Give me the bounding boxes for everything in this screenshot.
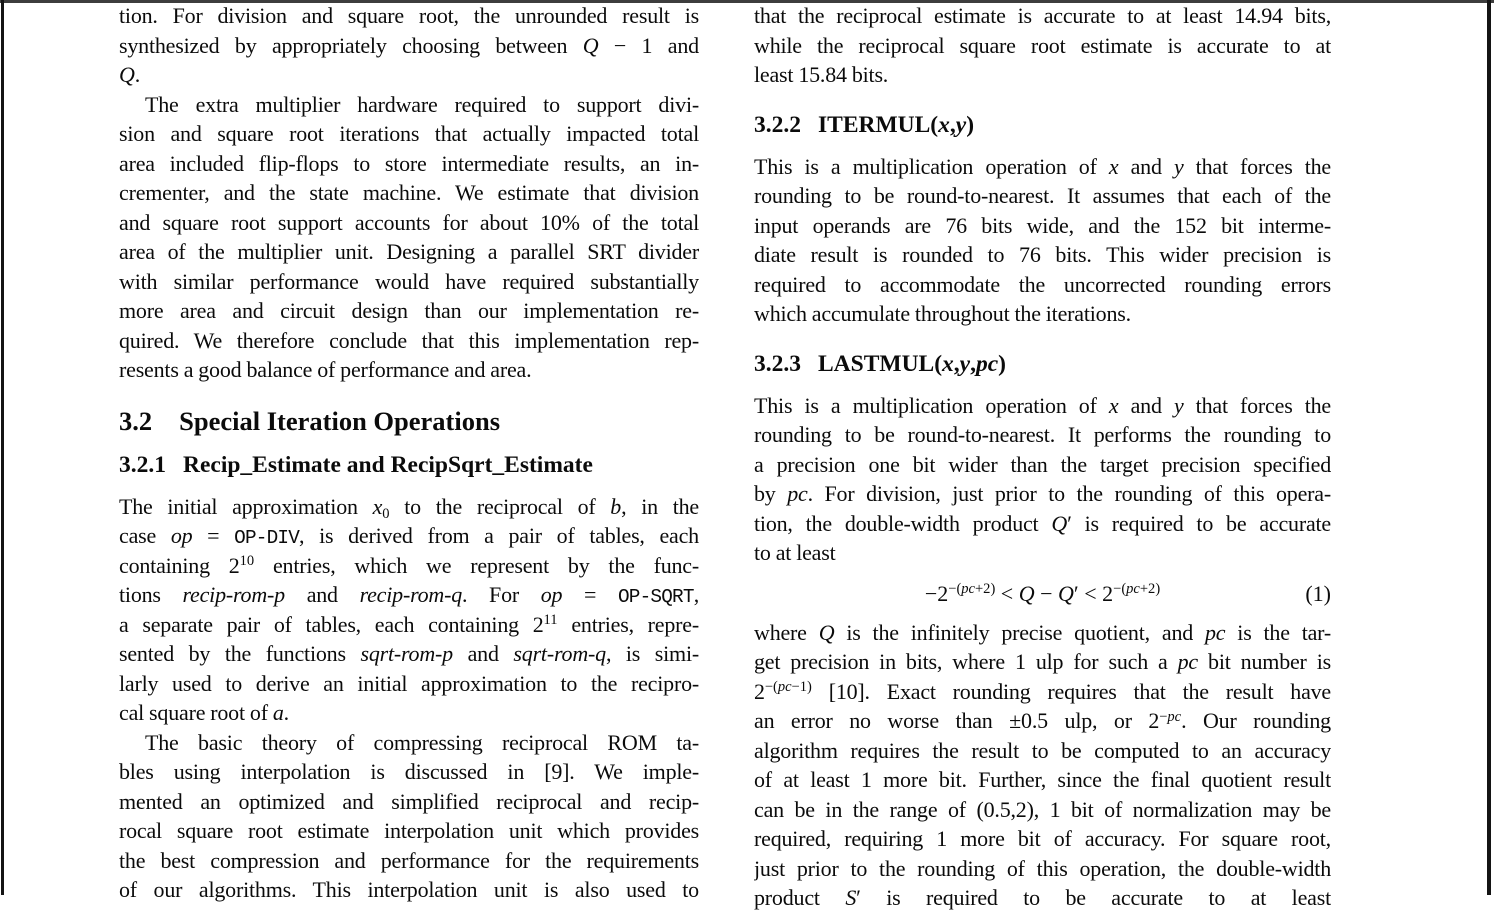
text-line bbox=[119, 296, 699, 326]
subsection-heading bbox=[754, 110, 1331, 140]
text-segment: Q bbox=[818, 619, 835, 645]
text-segment: bles using interpolation is discussed in [9]. We imple- bbox=[119, 759, 699, 784]
text-segment: − bbox=[1034, 580, 1059, 606]
text-line bbox=[754, 765, 1331, 795]
text-line bbox=[119, 757, 699, 787]
text-line bbox=[119, 639, 699, 669]
text-segment: ′ is required to be accurate to at least bbox=[856, 885, 1331, 910]
section-title bbox=[818, 112, 974, 138]
text-line bbox=[119, 846, 699, 876]
text-segment: rocal square root estimate interpolation unit which provides bbox=[119, 818, 699, 843]
text-segment: rounding to be round-to-nearest. It assumes that each of the bbox=[754, 183, 1331, 208]
text-segment: least 15.84 bits. bbox=[754, 62, 889, 87]
text-segment: x bbox=[372, 493, 383, 519]
text-segment: larly used to derive an initial approximation to the recipro- bbox=[119, 670, 699, 696]
text-line bbox=[754, 211, 1331, 241]
paragraph bbox=[754, 1, 1331, 90]
text-segment: − 1 and bbox=[598, 32, 699, 58]
text-segment: pc bbox=[975, 350, 999, 377]
text-segment: Special Iteration Operations bbox=[179, 405, 501, 436]
paragraph bbox=[119, 492, 699, 728]
text-segment: required, requiring 1 more bit of accuracy. For square root, bbox=[754, 826, 1331, 851]
text-line bbox=[754, 181, 1331, 211]
text-line bbox=[754, 795, 1331, 825]
text-segment: ITERMUL( bbox=[818, 111, 939, 138]
text-segment: LASTMUL( bbox=[818, 350, 943, 377]
text-segment: resents a good balance of performance and area. bbox=[119, 357, 532, 382]
text-line bbox=[754, 450, 1331, 480]
text-segment: OP-SQRT bbox=[617, 586, 694, 608]
text-segment: recip-rom-p bbox=[182, 582, 285, 607]
text-segment: −2 bbox=[924, 580, 949, 606]
text-line bbox=[119, 787, 699, 817]
text-segment: can be in the range of (0.5,2), 1 bit of normalization may be bbox=[754, 796, 1331, 822]
paragraph bbox=[754, 391, 1331, 568]
text-segment: product bbox=[754, 885, 846, 910]
text-segment: Q bbox=[119, 62, 135, 87]
text-segment: pc bbox=[1204, 619, 1226, 645]
text-segment: is the tar- bbox=[1225, 619, 1331, 645]
text-segment: while the reciprocal square root estimate is accurate to at bbox=[754, 32, 1331, 58]
text-segment: y bbox=[1173, 392, 1184, 418]
text-segment: b bbox=[610, 493, 622, 519]
text-segment: and bbox=[452, 641, 514, 666]
text-segment: algorithm requires the result to be computed to an accuracy bbox=[754, 737, 1331, 763]
text-segment: pc bbox=[1167, 708, 1182, 725]
text-segment: [10]. Exact rounding requires that the result have bbox=[811, 678, 1331, 704]
text-segment: The initial approximation bbox=[119, 493, 373, 519]
text-segment: sion and square root iterations that actually impacted total bbox=[119, 121, 699, 146]
text-segment: Q bbox=[1018, 580, 1035, 606]
text-segment: bit number is bbox=[1198, 649, 1331, 674]
paragraph bbox=[119, 1, 699, 90]
text-segment: synthesized by appropriately choosing between bbox=[119, 32, 583, 58]
text-line bbox=[754, 1, 1331, 31]
text-segment: Recip_Estimate and RecipSqrt_Estimate bbox=[183, 451, 593, 478]
text-segment: and bbox=[284, 582, 360, 607]
column-right bbox=[754, 1, 1331, 913]
text-segment: . bbox=[283, 700, 289, 725]
text-segment: +2) bbox=[975, 581, 996, 598]
text-segment: , bbox=[970, 350, 976, 377]
text-segment: . bbox=[134, 62, 141, 87]
text-segment: , bbox=[953, 350, 960, 377]
section-number: 3.2.3 bbox=[754, 350, 801, 377]
text-line bbox=[119, 580, 699, 610]
text-segment: sqrt-rom-p bbox=[360, 641, 453, 666]
text-line bbox=[754, 299, 1331, 329]
subsection-heading bbox=[119, 450, 699, 480]
text-segment: more area and circuit design than our implementation re- bbox=[119, 298, 699, 323]
text-segment: = bbox=[562, 582, 618, 607]
equation-body bbox=[925, 581, 1160, 606]
text-segment: . Our rounding bbox=[1181, 708, 1331, 733]
text-segment: just prior to the rounding of this operation, the double-width bbox=[754, 855, 1331, 881]
text-segment: tion, the double-width product bbox=[754, 510, 1052, 536]
text-segment: +2) bbox=[1139, 581, 1161, 598]
text-segment: . For bbox=[462, 582, 541, 607]
text-segment: y bbox=[1173, 153, 1184, 179]
text-segment: , is simi- bbox=[605, 641, 699, 666]
text-line bbox=[119, 149, 699, 179]
text-segment: pc bbox=[1126, 581, 1140, 598]
text-segment: − bbox=[1159, 708, 1168, 725]
text-segment: input operands are 76 bits wide, and the 152 bit interme- bbox=[754, 212, 1331, 238]
text-segment: . For division, just prior to the rounding of this opera- bbox=[807, 481, 1331, 506]
section-title bbox=[183, 452, 593, 478]
text-line bbox=[754, 479, 1331, 509]
paragraph bbox=[754, 152, 1331, 329]
text-line bbox=[754, 618, 1331, 648]
column-left bbox=[119, 1, 699, 905]
section-number: 3.2 bbox=[119, 405, 153, 436]
text-line bbox=[119, 1, 699, 31]
text-line bbox=[754, 60, 1331, 90]
text-segment: crementer, and the state machine. We estimate that division bbox=[119, 180, 699, 205]
text-segment: 11 bbox=[543, 612, 558, 629]
text-line bbox=[754, 706, 1331, 736]
section-heading bbox=[119, 405, 699, 437]
text-segment: a separate pair of tables, each containing 2 bbox=[119, 611, 544, 637]
text-segment: op bbox=[540, 582, 563, 607]
text-line bbox=[119, 728, 699, 758]
text-line bbox=[754, 736, 1331, 766]
text-segment: diate result is rounded to 76 bits. This wider precision is bbox=[754, 242, 1331, 267]
section-title bbox=[818, 351, 1006, 377]
text-segment: entries, which we represent by the func- bbox=[254, 552, 699, 578]
text-segment: ′ is required to be accurate bbox=[1067, 510, 1331, 536]
text-line bbox=[119, 90, 699, 120]
text-line bbox=[119, 119, 699, 149]
text-segment: an error no worse than ±0.5 ulp, or 2 bbox=[754, 708, 1160, 733]
text-segment: 10 bbox=[239, 553, 255, 570]
text-segment: y bbox=[959, 350, 971, 377]
text-segment: −( bbox=[1113, 581, 1127, 598]
text-segment: a precision one bit wider than the target precision specified bbox=[754, 451, 1331, 477]
text-segment: , bbox=[693, 582, 699, 607]
text-segment: x bbox=[1108, 153, 1119, 179]
text-segment: pc bbox=[961, 581, 975, 598]
text-segment: case bbox=[119, 523, 171, 548]
text-line bbox=[119, 610, 699, 640]
text-line bbox=[119, 60, 699, 90]
text-line bbox=[754, 647, 1331, 677]
text-segment: to at least bbox=[754, 540, 836, 565]
text-segment: ) bbox=[966, 111, 975, 138]
text-line bbox=[754, 240, 1331, 270]
text-line bbox=[119, 551, 699, 581]
text-segment: op bbox=[170, 523, 193, 548]
text-segment: tion. For division and square root, the unrounded result is bbox=[119, 3, 699, 28]
text-segment: pc bbox=[777, 679, 792, 696]
text-line bbox=[119, 669, 699, 699]
section-number: 3.2.1 bbox=[119, 451, 166, 478]
text-segment: 0 bbox=[382, 505, 390, 521]
paragraph bbox=[119, 90, 699, 385]
section-title bbox=[179, 406, 500, 436]
text-line bbox=[754, 420, 1331, 450]
text-segment: = bbox=[192, 523, 235, 548]
text-line bbox=[119, 31, 699, 61]
text-segment: y bbox=[955, 111, 967, 138]
text-segment: that forces the bbox=[1183, 392, 1331, 418]
text-line bbox=[119, 492, 699, 522]
text-line bbox=[119, 875, 699, 905]
text-segment: is the infinitely precise quotient, and bbox=[834, 619, 1205, 645]
text-line bbox=[754, 677, 1331, 707]
text-segment: This is a multiplication operation of bbox=[754, 153, 1109, 179]
text-segment: , bbox=[949, 111, 956, 138]
equation bbox=[754, 577, 1331, 611]
equation-number: (1) bbox=[1305, 580, 1331, 606]
text-segment: and bbox=[1118, 153, 1174, 179]
text-segment: OP-DIV bbox=[234, 527, 300, 549]
text-segment: This is a multiplication operation of bbox=[754, 392, 1109, 418]
text-line bbox=[754, 854, 1331, 884]
text-segment: cal square root of bbox=[119, 700, 273, 725]
text-segment: The basic theory of compressing reciprocal ROM ta- bbox=[145, 729, 699, 755]
text-segment: −( bbox=[948, 581, 962, 598]
text-segment: , in the bbox=[621, 493, 699, 519]
section-number: 3.2.2 bbox=[754, 111, 801, 138]
text-segment: that forces the bbox=[1183, 153, 1331, 179]
text-segment: −1) bbox=[791, 679, 812, 696]
text-segment: −( bbox=[764, 679, 778, 696]
text-line bbox=[119, 698, 699, 728]
page-border-left bbox=[1, 0, 4, 895]
text-segment: tions bbox=[119, 582, 183, 607]
text-segment: and square root support accounts for about 10% of the total bbox=[119, 209, 699, 235]
text-segment: recip-rom-q bbox=[359, 582, 463, 607]
page-border-right bbox=[1487, 0, 1491, 895]
subsection-heading bbox=[754, 349, 1331, 379]
text-segment: and bbox=[1118, 392, 1174, 418]
text-segment: quired. We therefore conclude that this implementation rep- bbox=[119, 327, 699, 353]
text-segment: containing 2 bbox=[119, 552, 240, 578]
text-segment: x bbox=[942, 350, 954, 377]
text-line bbox=[119, 521, 699, 551]
text-line bbox=[754, 538, 1331, 568]
text-segment: where bbox=[754, 619, 819, 645]
text-segment: entries, repre- bbox=[557, 611, 699, 637]
text-line bbox=[754, 31, 1331, 61]
text-segment: The extra multiplier hardware required to support divi- bbox=[145, 91, 699, 117]
text-segment: required to accommodate the uncorrected rounding errors bbox=[754, 271, 1331, 297]
text-segment: area included flip-flops to store intermediate results, an in- bbox=[119, 150, 699, 176]
text-segment: which accumulate throughout the iterations. bbox=[754, 301, 1131, 326]
text-segment: rounding to be round-to-nearest. It performs the rounding to bbox=[754, 422, 1331, 447]
paragraph bbox=[119, 728, 699, 905]
text-line bbox=[754, 391, 1331, 421]
text-line bbox=[119, 237, 699, 267]
text-segment: pc bbox=[1177, 649, 1198, 674]
text-segment: x bbox=[1108, 392, 1119, 418]
text-segment: sented by the functions bbox=[119, 641, 361, 666]
text-segment: sqrt-rom-q bbox=[513, 641, 606, 666]
text-line bbox=[119, 178, 699, 208]
text-segment: x bbox=[938, 111, 950, 138]
text-segment: of our algorithms. This interpolation unit is also used to bbox=[119, 877, 699, 902]
text-segment: get precision in bits, where 1 ulp for such a bbox=[754, 649, 1178, 674]
text-line bbox=[754, 509, 1331, 539]
text-segment: of at least 1 more bit. Further, since the final quotient result bbox=[754, 767, 1331, 792]
text-line bbox=[119, 355, 699, 385]
text-line bbox=[754, 883, 1331, 913]
text-segment: ) bbox=[998, 350, 1006, 377]
text-segment: pc bbox=[787, 481, 808, 506]
text-segment: 2 bbox=[754, 678, 765, 704]
text-segment: Q bbox=[582, 32, 599, 58]
text-line bbox=[119, 267, 699, 297]
text-line bbox=[119, 208, 699, 238]
paragraph bbox=[754, 618, 1331, 913]
text-line bbox=[119, 816, 699, 846]
text-segment: < bbox=[995, 580, 1019, 606]
text-segment: a bbox=[272, 700, 284, 725]
text-segment: area of the multiplier unit. Designing a parallel SRT divider bbox=[119, 239, 699, 264]
text-line bbox=[119, 326, 699, 356]
text-segment: S bbox=[845, 885, 857, 910]
text-line bbox=[754, 824, 1331, 854]
text-segment: the best compression and performance for the requirements bbox=[119, 847, 699, 873]
text-segment: to the reciprocal of bbox=[389, 493, 611, 519]
text-line bbox=[754, 152, 1331, 182]
text-segment: with similar performance would have required substantially bbox=[119, 268, 699, 294]
text-segment: , is derived from a pair of tables, each bbox=[299, 523, 699, 548]
text-segment: by bbox=[754, 481, 788, 506]
text-segment: mented an optimized and simplified reciprocal and recip- bbox=[119, 788, 699, 814]
text-segment: ′ < 2 bbox=[1073, 580, 1114, 606]
text-segment: Q bbox=[1058, 580, 1074, 606]
text-segment: that the reciprocal estimate is accurate to at least 14.94 bits, bbox=[754, 3, 1331, 28]
text-segment: Q bbox=[1051, 510, 1068, 536]
text-line bbox=[754, 270, 1331, 300]
